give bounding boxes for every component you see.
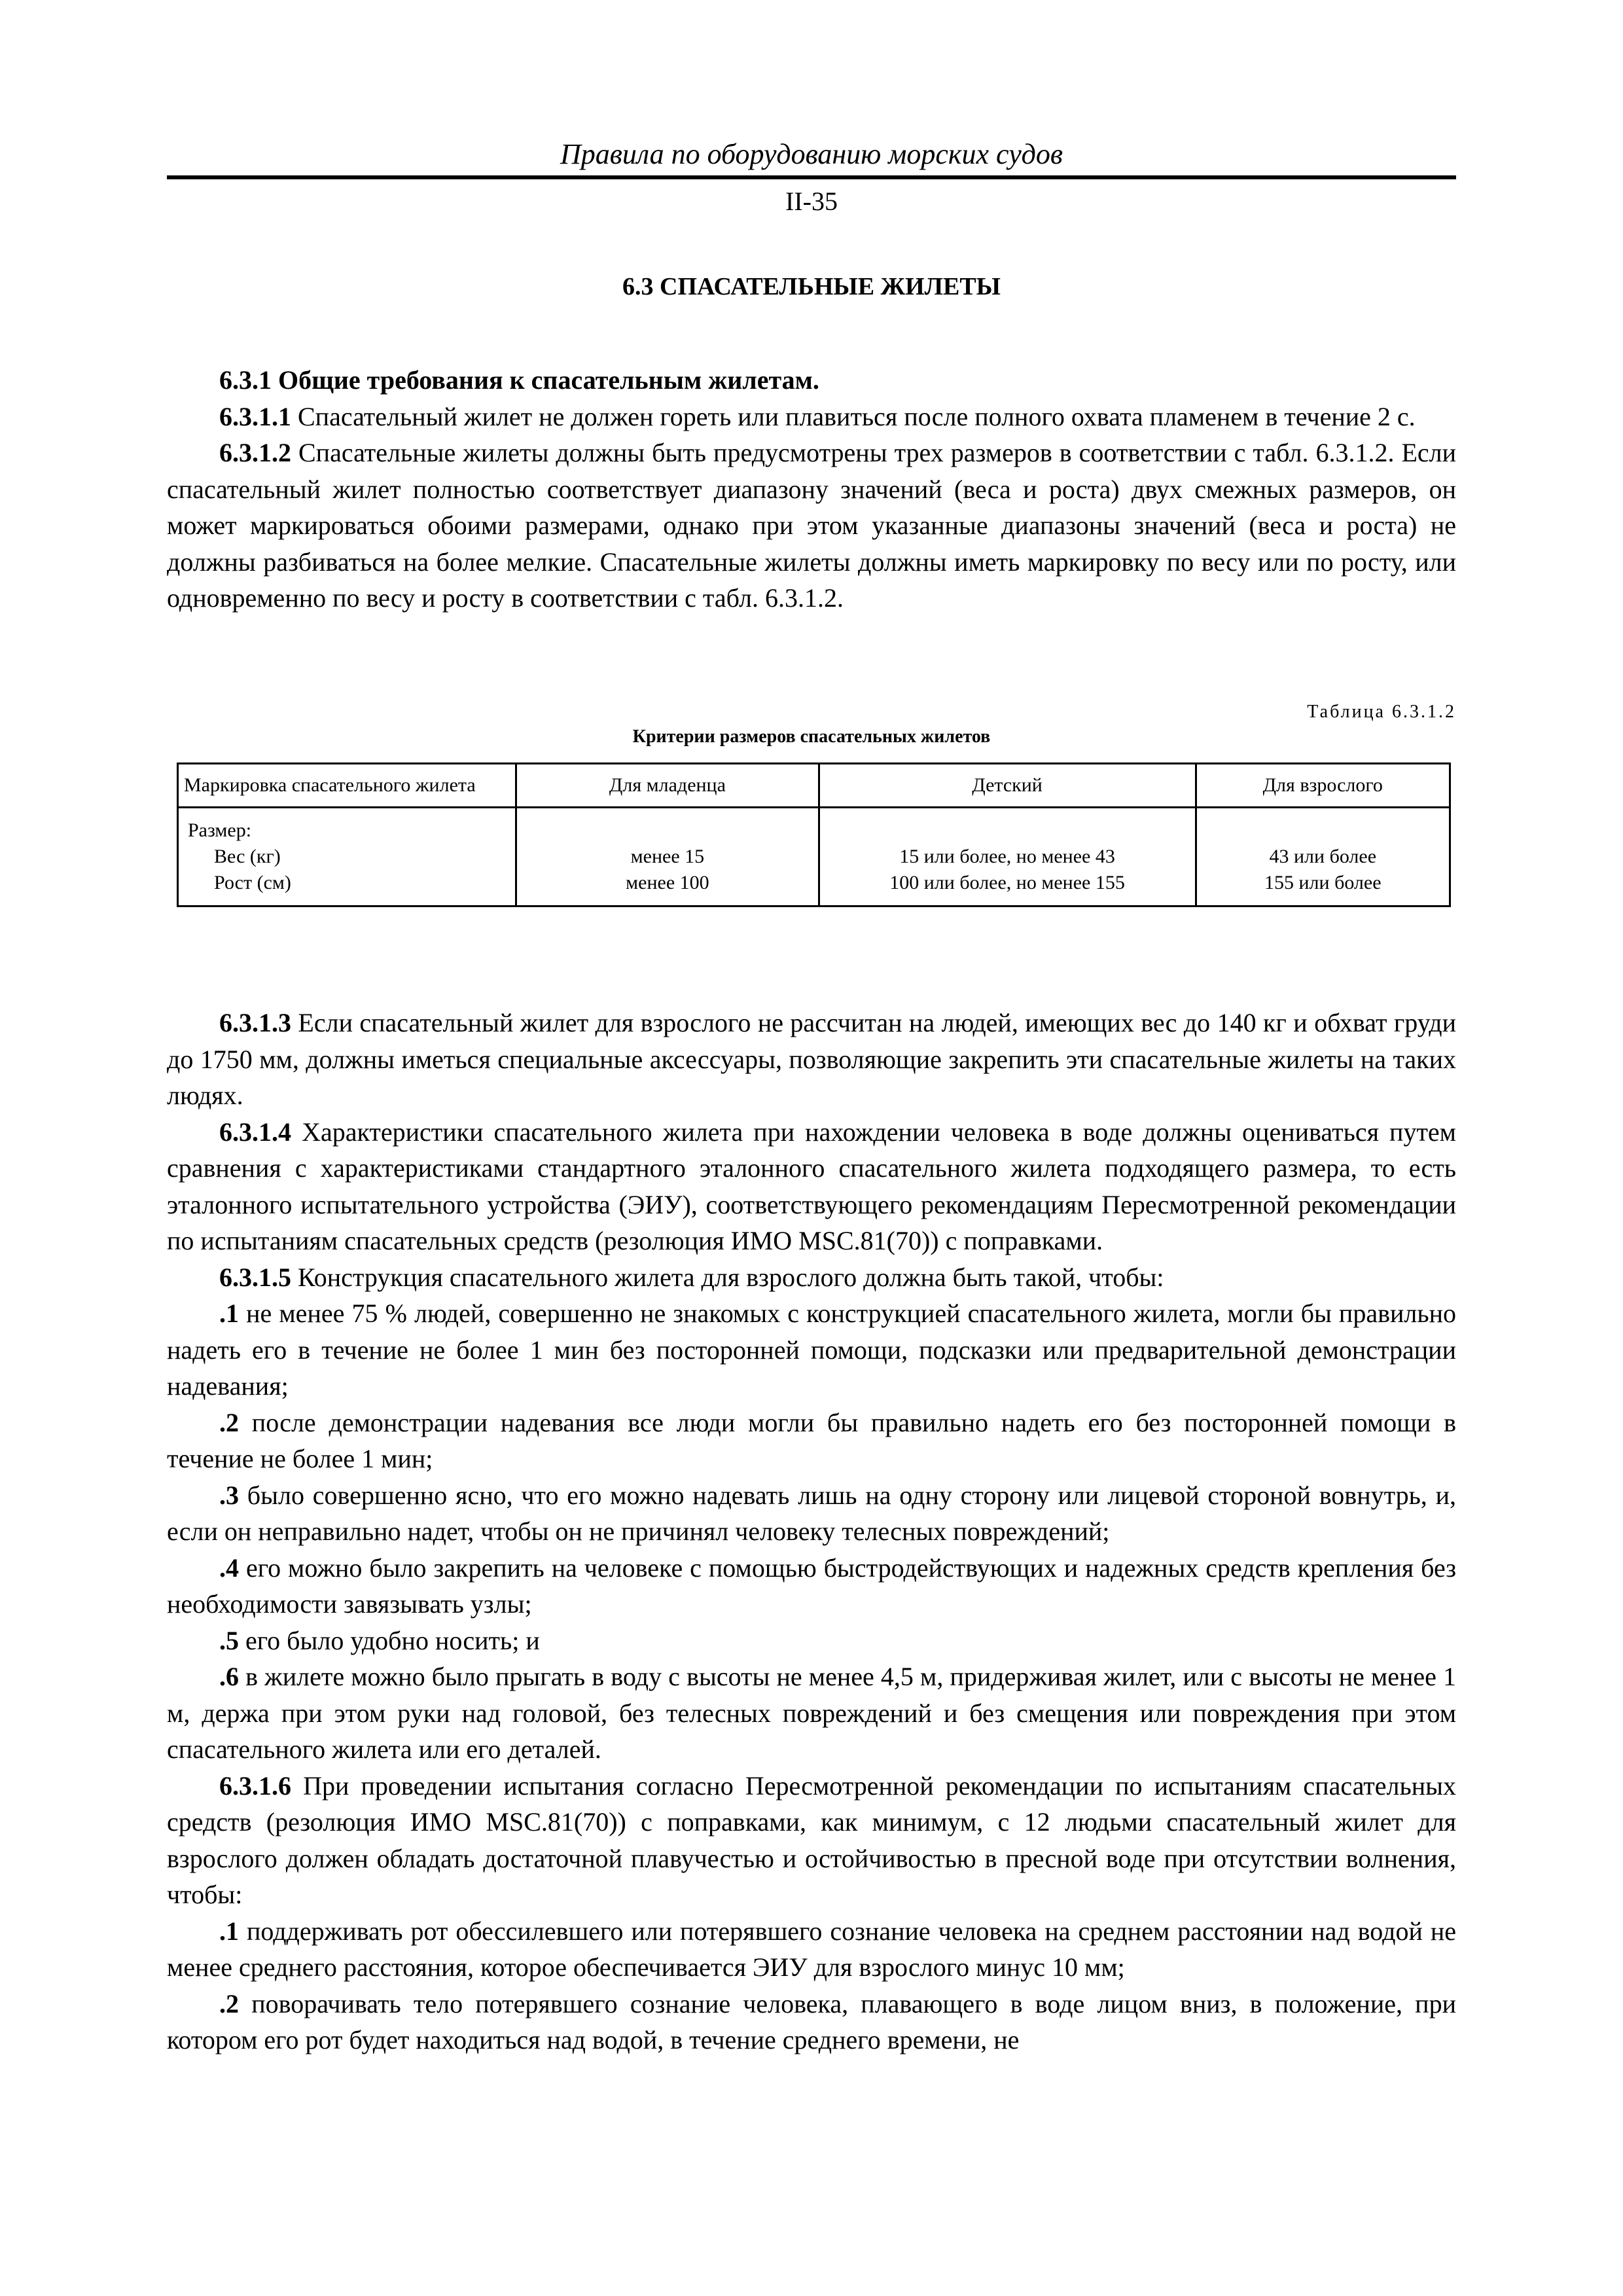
- paragraph-number: 6.3.1.5: [219, 1262, 291, 1292]
- item-text: поворачивать тело потерявшего сознание человека, плавающего в воде лицом вниз, в положение, при котором его рот будет находиться над водой, в течение среднего времени, не: [167, 1988, 1456, 2054]
- paragraph-text: Конструкция спасательного жилета для взрослого должна быть такой, чтобы:: [291, 1262, 1164, 1292]
- item-number: .4: [219, 1552, 239, 1583]
- cell-value: 155 или более: [1264, 872, 1382, 893]
- paragraph-number: 6.3.1.4: [219, 1117, 291, 1147]
- paragraph: [167, 1768, 1456, 1913]
- list-item: [167, 1550, 1456, 1623]
- paragraph: [167, 1114, 1456, 1259]
- paragraph-text: Спасательные жилеты должны быть предусмотрены трех размеров в соответствии с табл. 6.3.1.2. Если спасательный жилет полностью соответствует диапазону значений (веса и роста) двух смежных размеров, он может маркироваться обоими размерами, однако при этом указанные диапазоны значений (веса и роста) не должны разбиваться на более мелкие. Спасательные жилеты должны иметь маркировку по весу или по росту, или одновременно по весу и росту в соответствии с табл. 6.3.1.2.: [167, 438, 1456, 613]
- paragraph-number: 6.3.1.2: [219, 438, 291, 467]
- list-item: [167, 1913, 1456, 1986]
- size-criteria-table: [177, 762, 1451, 907]
- paragraph-number: 6.3.1.3: [219, 1008, 291, 1037]
- item-number: .3: [219, 1480, 239, 1510]
- table-cell: [1196, 808, 1450, 906]
- cell-value: 100 или более, но менее 155: [889, 872, 1125, 893]
- item-number: .2: [219, 1988, 239, 2018]
- list-item: [167, 1477, 1456, 1550]
- cell-value: менее 100: [626, 872, 709, 893]
- paragraph: [167, 399, 1456, 435]
- header-rule: [167, 175, 1456, 179]
- row-labels-cell: [178, 808, 516, 906]
- item-text: после демонстрации надевания все люди могли бы правильно надеть его без посторонней помощи в течение не более 1 мин;: [167, 1407, 1456, 1473]
- running-header: Правила по оборудованию морских судов: [560, 138, 1063, 170]
- paragraph-number: 6.3.1.6: [219, 1770, 291, 1801]
- item-number: .1: [219, 1916, 239, 1946]
- item-text: не менее 75 % людей, совершенно не знакомых с конструкцией спасательного жилета, могли бы правильно надеть его в течение не более 1 мин без посторонней помощи, подсказки или предварительной демонстрации надевания;: [167, 1299, 1456, 1401]
- item-number: .2: [219, 1407, 239, 1437]
- paragraph: [167, 1005, 1456, 1114]
- cell-value: 43 или более: [1269, 846, 1377, 867]
- column-header: Детский: [819, 764, 1196, 808]
- item-text: поддерживать рот обессилевшего или потерявшего сознание человека на среднем расстоянии над водой не менее среднего расстояния, которое обеспечивается ЭИУ для взрослого минус 10 мм;: [167, 1916, 1456, 1982]
- list-item: [167, 1405, 1456, 1477]
- paragraph-text: Если спасательный жилет для взрослого не рассчитан на людей, имеющих вес до 140 кг и обхват груди до 1750 мм, должны иметься специальные аксессуары, позволяющие закрепить эти спасательные жилеты на таких людях.: [167, 1008, 1456, 1110]
- list-item: [167, 1623, 1456, 1659]
- list-item: [167, 1295, 1456, 1405]
- table-cell: [516, 808, 819, 906]
- row-group-label: Размер:: [188, 819, 252, 841]
- paragraph-text: При проведении испытания согласно Пересмотренной рекомендации по испытаниям спасательных средств (резолюция ИМО MSC.81(70)) с поправками, как минимум, с 12 людьми спасательный жилет для взрослого должен обладать достаточной плавучестью и остойчивостью в пресной воде при отсутствии волнения, чтобы:: [167, 1770, 1456, 1909]
- subsection-title: 6.3.1 Общие требования к спасательным жилетам.: [219, 365, 819, 395]
- table-row: [178, 808, 1450, 906]
- table-caption: Критерии размеров спасательных жилетов: [632, 726, 991, 747]
- item-text: его было удобно носить; и: [239, 1625, 540, 1655]
- item-number: .1: [219, 1299, 239, 1328]
- paragraph-text: Спасательный жилет не должен гореть или плавиться после полного охвата пламенем в течение 2 с.: [291, 401, 1416, 431]
- paragraph-number: 6.3.1.1: [219, 401, 291, 431]
- table-label: Таблица 6.3.1.2: [1307, 702, 1456, 722]
- page-number: II-35: [785, 187, 838, 216]
- list-item: [167, 1659, 1456, 1768]
- item-number: .6: [219, 1662, 239, 1691]
- paragraph: [167, 1259, 1456, 1296]
- item-number: .5: [219, 1625, 239, 1655]
- column-header: Для младенца: [516, 764, 819, 808]
- item-text: в жилете можно было прыгать в воду с высоты не менее 4,5 м, придерживая жилет, или с высоты не менее 1 м, держа при этом руки над головой, без телесных повреждений и без смещения или повреждения при этом спасательного жилета или его деталей.: [167, 1662, 1456, 1764]
- cell-value: менее 15: [630, 846, 705, 867]
- cell-value: 15 или более, но менее 43: [899, 846, 1115, 867]
- row-label: Рост (см): [214, 872, 291, 893]
- item-text: было совершенно ясно, что его можно надевать лишь на одну сторону или лицевой стороной вовнутрь, и, если он неправильно надет, чтобы он не причинял человеку телесных повреждений;: [167, 1480, 1456, 1546]
- column-header: Для взрослого: [1196, 764, 1450, 808]
- column-header: Маркировка спасательного жилета: [178, 764, 516, 808]
- text-block-top: [167, 362, 1456, 617]
- list-item: [167, 1986, 1456, 2058]
- subsection-heading: [167, 362, 1456, 399]
- table-header-row: [178, 764, 1450, 808]
- paragraph: [167, 435, 1456, 617]
- paragraph-text: Характеристики спасательного жилета при нахождении человека в воде должны оцениваться путем сравнения с характеристиками стандартного эталонного спасательного жилета подходящего размера, то есть эталонного испытательного устройства (ЭИУ), соответствующего рекомендациям Пересмотренной рекомендации по испытаниям спасательных средств (резолюция ИМО MSC.81(70)) с поправками.: [167, 1117, 1456, 1255]
- table-cell: [819, 808, 1196, 906]
- section-title: 6.3 СПАСАТЕЛЬНЫЕ ЖИЛЕТЫ: [622, 273, 1001, 300]
- text-block-bottom: [167, 1005, 1456, 2058]
- row-label: Вес (кг): [214, 846, 281, 867]
- item-text: его можно было закрепить на человеке с помощью быстродействующих и надежных средств крепления без необходимости завязывать узлы;: [167, 1552, 1456, 1619]
